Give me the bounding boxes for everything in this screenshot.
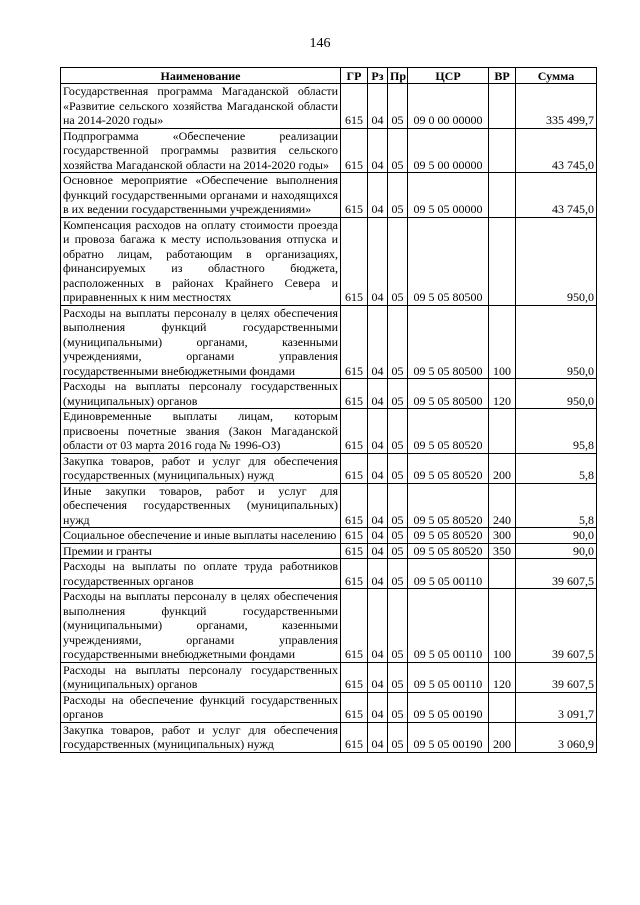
cell-rz: 04 xyxy=(368,483,388,528)
cell-vr: 120 xyxy=(489,662,516,692)
cell-vr xyxy=(489,692,516,722)
cell-csr: 09 5 05 00110 xyxy=(408,559,489,589)
cell-name: Подпрограмма «Обеспечение реализации государственной программы развития сельского хозяйства Магаданской области на 2014-2020 годы» xyxy=(61,128,341,173)
cell-rz: 04 xyxy=(368,379,388,409)
cell-sum: 950,0 xyxy=(516,217,597,305)
table-body xyxy=(61,84,597,753)
budget-table xyxy=(60,67,597,753)
cell-gr: 615 xyxy=(341,453,368,483)
table-row xyxy=(61,543,597,559)
table-row xyxy=(61,559,597,589)
table-row xyxy=(61,453,597,483)
cell-vr xyxy=(489,409,516,454)
cell-rz: 04 xyxy=(368,173,388,218)
cell-gr: 615 xyxy=(341,662,368,692)
column-header-rz: Рз xyxy=(368,68,388,84)
cell-sum: 90,0 xyxy=(516,543,597,559)
page-number: 146 xyxy=(309,36,331,51)
cell-vr: 100 xyxy=(489,589,516,663)
cell-rz: 04 xyxy=(368,128,388,173)
cell-pr: 05 xyxy=(388,128,408,173)
column-header-name: Наименование xyxy=(61,68,341,84)
table-row xyxy=(61,128,597,173)
cell-csr: 09 5 05 80500 xyxy=(408,217,489,305)
cell-gr: 615 xyxy=(341,128,368,173)
cell-name: Расходы на выплаты персоналу государственных (муниципальных) органов xyxy=(61,662,341,692)
cell-vr: 200 xyxy=(489,722,516,752)
cell-name: Расходы на выплаты по оплате труда работников государственных органов xyxy=(61,559,341,589)
cell-rz: 04 xyxy=(368,559,388,589)
cell-rz: 04 xyxy=(368,528,388,544)
table-row xyxy=(61,217,597,305)
cell-rz: 04 xyxy=(368,662,388,692)
cell-sum: 5,8 xyxy=(516,453,597,483)
cell-pr: 05 xyxy=(388,409,408,454)
cell-csr: 09 5 05 80520 xyxy=(408,453,489,483)
cell-vr: 300 xyxy=(489,528,516,544)
table-row xyxy=(61,173,597,218)
column-header-vr: ВР xyxy=(489,68,516,84)
cell-vr: 200 xyxy=(489,453,516,483)
table-row xyxy=(61,379,597,409)
cell-gr: 615 xyxy=(341,379,368,409)
cell-rz: 04 xyxy=(368,84,388,129)
cell-sum: 950,0 xyxy=(516,305,597,379)
cell-gr: 615 xyxy=(341,84,368,129)
table-row xyxy=(61,692,597,722)
cell-sum: 43 745,0 xyxy=(516,173,597,218)
cell-gr: 615 xyxy=(341,692,368,722)
cell-vr: 100 xyxy=(489,305,516,379)
cell-rz: 04 xyxy=(368,692,388,722)
table-row xyxy=(61,483,597,528)
cell-csr: 09 5 05 80520 xyxy=(408,543,489,559)
cell-csr: 09 5 05 00110 xyxy=(408,662,489,692)
cell-name: Единовременные выплаты лицам, которым присвоены почетные звания (Закон Магаданской области от 03 марта 2016 года № 1996-ОЗ) xyxy=(61,409,341,454)
cell-csr: 09 5 00 00000 xyxy=(408,128,489,173)
cell-csr: 09 5 05 00110 xyxy=(408,589,489,663)
cell-name: Премии и гранты xyxy=(61,543,341,559)
cell-sum: 43 745,0 xyxy=(516,128,597,173)
cell-csr: 09 5 05 80520 xyxy=(408,528,489,544)
cell-pr: 05 xyxy=(388,305,408,379)
cell-name: Государственная программа Магаданской области «Развитие сельского хозяйства Магаданской области на 2014-2020 годы» xyxy=(61,84,341,129)
cell-vr: 120 xyxy=(489,379,516,409)
cell-name: Иные закупки товаров, работ и услуг для обеспечения государственных (муниципальных) нужд xyxy=(61,483,341,528)
cell-csr: 09 0 00 00000 xyxy=(408,84,489,129)
table-row xyxy=(61,84,597,129)
column-header-pr: Пр xyxy=(388,68,408,84)
cell-rz: 04 xyxy=(368,453,388,483)
cell-pr: 05 xyxy=(388,559,408,589)
cell-name: Расходы на выплаты персоналу государственных (муниципальных) органов xyxy=(61,379,341,409)
cell-pr: 05 xyxy=(388,722,408,752)
cell-pr: 05 xyxy=(388,217,408,305)
cell-pr: 05 xyxy=(388,84,408,129)
cell-vr xyxy=(489,217,516,305)
cell-csr: 09 5 05 00000 xyxy=(408,173,489,218)
cell-name: Расходы на выплаты персоналу в целях обеспечения выполнения функций государственными (муниципальными) органами, казенными учреждениями, органами управления государственными внебюджетными фондами xyxy=(61,589,341,663)
cell-gr: 615 xyxy=(341,543,368,559)
cell-sum: 3 091,7 xyxy=(516,692,597,722)
cell-sum: 950,0 xyxy=(516,379,597,409)
cell-csr: 09 5 05 00190 xyxy=(408,722,489,752)
cell-rz: 04 xyxy=(368,217,388,305)
table-header-row xyxy=(61,68,597,84)
cell-gr: 615 xyxy=(341,528,368,544)
cell-sum: 39 607,5 xyxy=(516,589,597,663)
cell-pr: 05 xyxy=(388,662,408,692)
cell-name: Закупка товаров, работ и услуг для обеспечения государственных (муниципальных) нужд xyxy=(61,453,341,483)
cell-name: Расходы на обеспечение функций государственных органов xyxy=(61,692,341,722)
table-row xyxy=(61,589,597,663)
cell-name: Основное мероприятие «Обеспечение выполнения функций государственными органами и находящихся в их ведении государственными учреждениями» xyxy=(61,173,341,218)
cell-csr: 09 5 05 00190 xyxy=(408,692,489,722)
cell-pr: 05 xyxy=(388,528,408,544)
cell-pr: 05 xyxy=(388,543,408,559)
cell-name: Социальное обеспечение и иные выплаты населению xyxy=(61,528,341,544)
cell-pr: 05 xyxy=(388,692,408,722)
cell-csr: 09 5 05 80520 xyxy=(408,409,489,454)
cell-sum: 90,0 xyxy=(516,528,597,544)
cell-vr xyxy=(489,128,516,173)
cell-name: Компенсация расходов на оплату стоимости проезда и провоза багажа к месту использования отпуска и обратно лицам, работающим в организациях, финансируемых из областного бюджета, расположенных в районах Крайнего Севера и приравненных к ним местностях xyxy=(61,217,341,305)
cell-vr: 240 xyxy=(489,483,516,528)
cell-sum: 39 607,5 xyxy=(516,662,597,692)
cell-pr: 05 xyxy=(388,379,408,409)
table-row xyxy=(61,528,597,544)
table-row xyxy=(61,409,597,454)
cell-vr xyxy=(489,559,516,589)
cell-rz: 04 xyxy=(368,543,388,559)
cell-gr: 615 xyxy=(341,589,368,663)
cell-vr: 350 xyxy=(489,543,516,559)
cell-rz: 04 xyxy=(368,722,388,752)
cell-rz: 04 xyxy=(368,409,388,454)
cell-pr: 05 xyxy=(388,589,408,663)
table-row xyxy=(61,662,597,692)
column-header-gr: ГР xyxy=(341,68,368,84)
cell-gr: 615 xyxy=(341,483,368,528)
column-header-csr: ЦСР xyxy=(408,68,489,84)
cell-csr: 09 5 05 80500 xyxy=(408,379,489,409)
cell-sum: 3 060,9 xyxy=(516,722,597,752)
cell-rz: 04 xyxy=(368,305,388,379)
cell-csr: 09 5 05 80500 xyxy=(408,305,489,379)
cell-gr: 615 xyxy=(341,173,368,218)
cell-sum: 39 607,5 xyxy=(516,559,597,589)
cell-gr: 615 xyxy=(341,305,368,379)
cell-gr: 615 xyxy=(341,217,368,305)
cell-vr xyxy=(489,84,516,129)
cell-sum: 335 499,7 xyxy=(516,84,597,129)
cell-sum: 5,8 xyxy=(516,483,597,528)
table-row xyxy=(61,305,597,379)
cell-name: Закупка товаров, работ и услуг для обеспечения государственных (муниципальных) нужд xyxy=(61,722,341,752)
cell-pr: 05 xyxy=(388,483,408,528)
cell-pr: 05 xyxy=(388,173,408,218)
cell-gr: 615 xyxy=(341,722,368,752)
cell-gr: 615 xyxy=(341,559,368,589)
cell-gr: 615 xyxy=(341,409,368,454)
cell-rz: 04 xyxy=(368,589,388,663)
column-header-sum: Сумма xyxy=(516,68,597,84)
table-row xyxy=(61,722,597,752)
cell-csr: 09 5 05 80520 xyxy=(408,483,489,528)
cell-name: Расходы на выплаты персоналу в целях обеспечения выполнения функций государственными (муниципальными) органами, казенными учреждениями, органами управления государственными внебюджетными фондами xyxy=(61,305,341,379)
cell-pr: 05 xyxy=(388,453,408,483)
cell-vr xyxy=(489,173,516,218)
cell-sum: 95,8 xyxy=(516,409,597,454)
